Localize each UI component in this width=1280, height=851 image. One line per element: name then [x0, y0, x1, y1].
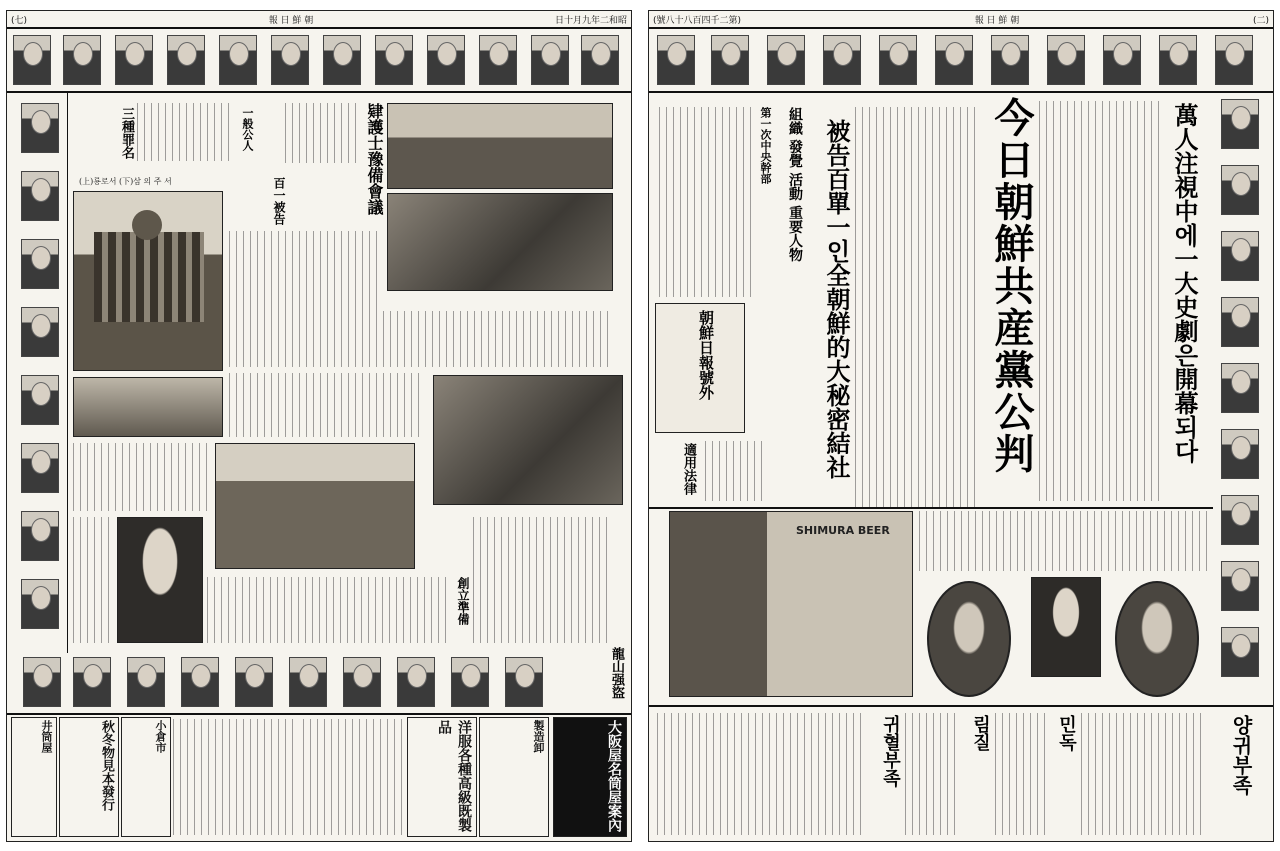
portrait-photo — [343, 657, 381, 707]
court-exterior-photo — [387, 103, 613, 189]
ad-text-column — [905, 713, 961, 835]
portrait-photo — [127, 657, 165, 707]
courtroom-interior-photo — [387, 193, 613, 291]
article-text — [1039, 101, 1165, 501]
portrait-photo — [1221, 627, 1259, 677]
portrait-photo — [1159, 35, 1197, 85]
ad-block-6: 大阪屋名筒屋案內 — [553, 717, 627, 837]
portrait-photo — [1221, 495, 1259, 545]
portrait-photo — [271, 35, 309, 85]
article-text — [659, 107, 753, 297]
portrait-photo — [115, 35, 153, 85]
ad-block-1: 井筒屋 — [11, 717, 57, 837]
divider — [649, 705, 1273, 707]
beer-sign-text: SHIMURA BEER — [796, 524, 890, 537]
medicine-ad-illness: 림질 — [970, 715, 991, 751]
article-text — [919, 511, 1209, 571]
left-story-headline: 龍山强盜 — [609, 647, 624, 699]
portrait-photo — [823, 35, 861, 85]
left-headline-sub: 百一被告 — [272, 177, 286, 225]
article-text — [207, 577, 447, 643]
left-masthead-title: 報 日 鮮 朝 — [268, 15, 314, 26]
portrait-photo — [531, 35, 569, 85]
portrait-photo — [427, 35, 465, 85]
vehicle-photo — [433, 375, 623, 505]
portrait-photo — [167, 35, 205, 85]
portrait-photo — [879, 35, 917, 85]
special-edition-box — [655, 303, 745, 433]
oval-portrait — [1115, 581, 1199, 697]
portrait-photo — [657, 35, 695, 85]
article-text — [705, 441, 765, 501]
portrait-photo — [21, 579, 59, 629]
portrait-photo — [1221, 429, 1259, 479]
portrait-photo — [21, 307, 59, 357]
portrait-photo — [451, 657, 489, 707]
building-photo-caption: (上)룡로서 (下)삼 의 주 서 — [79, 177, 172, 186]
oval-portrait — [927, 581, 1011, 697]
divider — [649, 91, 1273, 93]
portrait-photo — [1103, 35, 1141, 85]
left-newspaper-page — [6, 10, 632, 842]
divider — [7, 713, 631, 715]
defendant-large-portrait — [117, 517, 203, 643]
right-masthead — [649, 11, 1273, 29]
article-text — [229, 311, 609, 367]
ad-text-column — [173, 719, 293, 835]
special-edition-label: 朝鮮日報號外 — [697, 310, 715, 400]
portrait-photo — [1221, 231, 1259, 281]
portrait-photo — [1047, 35, 1085, 85]
defendant-portrait — [1031, 577, 1101, 677]
portrait-photo — [13, 35, 51, 85]
ad-text-column — [1081, 713, 1201, 835]
portrait-photo — [21, 443, 59, 493]
courthouse-building-photo — [73, 191, 223, 371]
medicine-ad-yang: 양귀부족 — [1229, 715, 1253, 795]
right-masthead-page-number: (二) — [1252, 15, 1269, 26]
portrait-photo — [935, 35, 973, 85]
right-headline-main: 今日朝鮮共産黨公判 — [988, 97, 1035, 475]
portrait-photo — [21, 239, 59, 289]
right-subhead-organization: 組織 發覺 活動 重要人物 — [787, 107, 803, 262]
portrait-photo — [23, 657, 61, 707]
article-text — [73, 517, 113, 643]
portrait-photo — [21, 103, 59, 153]
left-masthead — [7, 11, 631, 29]
prison-gate-photo — [215, 443, 415, 569]
ad-text-column — [657, 713, 867, 835]
beer-sign-building-photo — [669, 511, 913, 697]
portrait-photo — [21, 511, 59, 561]
portrait-photo — [235, 657, 273, 707]
divider — [7, 91, 631, 93]
portrait-photo — [21, 375, 59, 425]
right-headline-secret-society: 被告百單一인全朝鮮的大秘密結社 — [822, 119, 851, 479]
portrait-photo — [323, 35, 361, 85]
right-masthead-issue: (號八十八百四千二第) — [653, 15, 742, 26]
ad-text-column — [995, 713, 1047, 835]
right-masthead-title: 報 日 鮮 朝 — [974, 15, 1020, 26]
article-text — [229, 231, 379, 311]
portrait-photo — [1221, 165, 1259, 215]
portrait-photo — [767, 35, 805, 85]
portrait-photo — [1221, 297, 1259, 347]
portrait-photo — [63, 35, 101, 85]
portrait-photo — [711, 35, 749, 85]
portrait-photo — [397, 657, 435, 707]
page-gutter — [632, 0, 648, 851]
portrait-photo — [505, 657, 543, 707]
portrait-photo — [21, 171, 59, 221]
ad-block-5: 製造卸 — [479, 717, 549, 837]
left-subhead-crimes: 三種罪名 — [119, 107, 134, 159]
article-text — [473, 517, 613, 643]
portrait-photo — [1215, 35, 1253, 85]
portrait-photo — [73, 657, 111, 707]
building-facade — [94, 232, 204, 322]
ad-block-3: 小倉市 — [121, 717, 171, 837]
portrait-photo — [181, 657, 219, 707]
article-text — [229, 373, 425, 437]
portrait-photo — [1221, 363, 1259, 413]
article-text — [73, 443, 209, 511]
left-subhead-public: 一般公人 — [241, 107, 254, 151]
article-text — [137, 103, 233, 161]
portrait-photo — [1221, 99, 1259, 149]
portrait-photo — [581, 35, 619, 85]
right-subhead-cadres: 第一次中央幹部 — [759, 107, 772, 184]
divider — [649, 507, 1213, 509]
ad-block-2: 秋冬物見本發行 — [59, 717, 119, 837]
street-scene-photo — [73, 377, 223, 437]
left-headline-main: 肄護士豫備會議 — [365, 103, 384, 215]
portrait-photo — [289, 657, 327, 707]
left-masthead-page-number: (七) — [11, 15, 28, 26]
medicine-ad-blood: 귀혈부족 — [880, 715, 901, 787]
article-text — [855, 107, 979, 507]
right-headline-spectacle: 萬人注視中에一大史劇은開幕되다 — [1170, 103, 1199, 463]
ad-text-column — [303, 719, 403, 835]
ad-block-4: 洋服各種高級既製品 — [407, 717, 477, 837]
right-newspaper-page — [648, 10, 1274, 842]
portrait-photo — [1221, 561, 1259, 611]
portrait-photo — [479, 35, 517, 85]
divider — [67, 93, 68, 653]
left-section-label: 創立準備 — [456, 577, 470, 625]
portrait-photo — [375, 35, 413, 85]
portrait-photo — [219, 35, 257, 85]
right-subhead-law: 適用法律 — [681, 443, 696, 495]
left-masthead-date: 日十月九年二和昭 — [554, 15, 627, 26]
medicine-ad-poison: 민독 — [1056, 715, 1077, 751]
portrait-photo — [991, 35, 1029, 85]
article-text — [285, 103, 359, 163]
building-dome — [132, 210, 162, 240]
